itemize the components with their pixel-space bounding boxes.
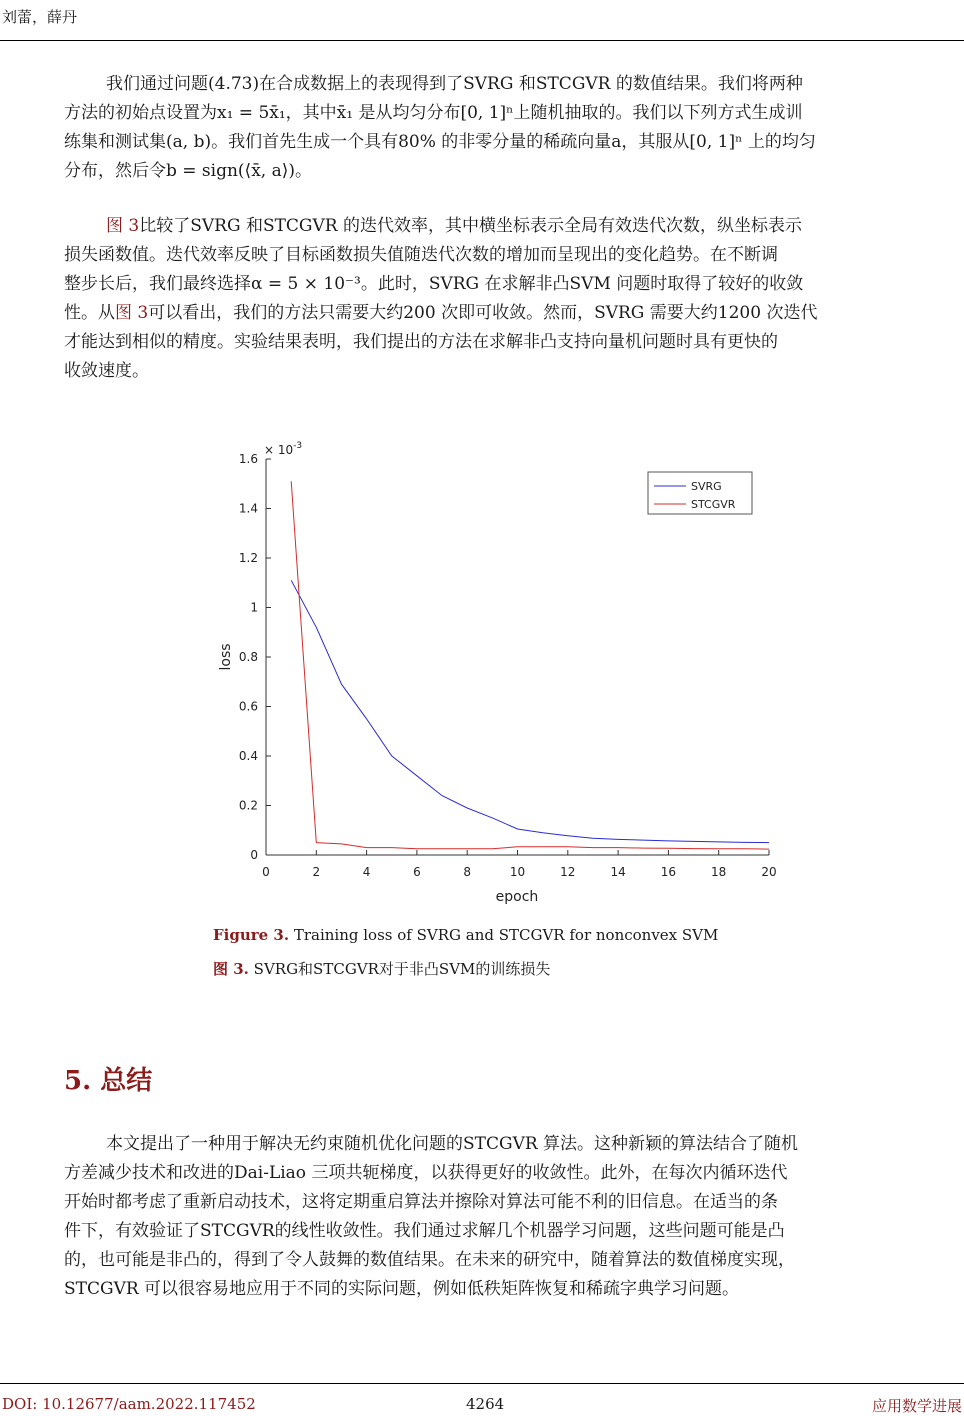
- y-tick-label: 0.4: [238, 749, 258, 763]
- paragraph-line: 分布，然后令b = sign(⟨x̄, a⟩)。: [64, 161, 312, 181]
- footer-page-number: 4264: [466, 1395, 505, 1413]
- x-tick-label: 20: [761, 865, 777, 879]
- figure-caption-text: Training loss of SVRG and STCGVR for nonconvex SVM: [293, 926, 719, 944]
- figure-caption-text: SVRG和STCGVR对于非凸SVM的训练损失: [253, 960, 551, 978]
- paragraph-line: 方法的初始点设置为x₁ = 5x̄₁，其中x̄₁ 是从均匀分布[0, 1]ⁿ上随机抽取的。我们以下列方式生成训: [64, 103, 803, 123]
- section-title: 总结: [100, 1066, 153, 1096]
- x-tick-label: 4: [362, 865, 371, 879]
- x-tick-label: 16: [660, 865, 677, 879]
- footer-journal-link[interactable]: 应用数学进展: [871, 1397, 962, 1415]
- x-tick-label: 14: [610, 865, 626, 879]
- x-tick-label: 10: [509, 865, 526, 879]
- paragraph-text: 可以看出，我们的方法只需要大约200 次即可收敛。然而，SVRG 需要大约1200 次迭代: [148, 303, 818, 323]
- y-tick-label: 0.6: [238, 699, 258, 714]
- loss-chart: [214, 440, 780, 906]
- x-tick-label: 0: [262, 865, 270, 879]
- x-tick-label: 18: [711, 865, 727, 879]
- paragraph-line: 损失函数值。迭代效率反映了目标函数损失值随迭代次数的增加而呈现出的变化趋势。在不断调: [64, 245, 778, 265]
- y-tick-label: 1.6: [238, 452, 258, 466]
- x-tick-label: 12: [560, 865, 576, 879]
- paragraph-line: 开始时都考虑了重新启动技术，这将定期重启算法并擦除对算法可能不利的旧信息。在适当的条: [64, 1192, 778, 1212]
- paragraph-line: 练集和测试集(a, b)。我们首先生成一个具有80% 的非零分量的稀疏向量a，其服从[0, 1]ⁿ 上的均匀: [64, 132, 816, 152]
- legend-label-svrg: SVRG: [691, 480, 722, 493]
- x-tick-label: 2: [312, 865, 321, 879]
- figure-reference-link[interactable]: 图 3: [115, 303, 149, 323]
- paragraph-text: 比较了SVRG 和STCGVR 的迭代效率，其中横坐标表示全局有效迭代次数，纵坐标表示: [139, 216, 802, 236]
- y-tick-label: 1: [250, 600, 258, 615]
- y-tick-label: 1.2: [238, 551, 258, 565]
- paragraph-2: [64, 212, 964, 386]
- figure-caption-en: [213, 926, 718, 944]
- paragraph-line: 才能达到相似的精度。实验结果表明，我们提出的方法在求解非凸支持向量机问题时具有更快的: [64, 332, 778, 352]
- figure-caption-label: 图 3.: [213, 960, 249, 978]
- y-tick-label: 0.8: [238, 650, 258, 664]
- paragraph-line: 方差减少技术和改进的Dai-Liao 三项共轭梯度，以获得更好的收敛性。此外，在每次内循环迭代: [64, 1163, 788, 1183]
- paragraph-1: [64, 70, 964, 186]
- paragraph-line: 本文提出了一种用于解决无约束随机优化问题的STCGVR 算法。这种新颖的算法结合了随机: [106, 1134, 799, 1154]
- paragraph-line: STCGVR 可以很容易地应用于不同的实际问题，例如低秩矩阵恢复和稀疏字典学习问题。: [64, 1279, 740, 1299]
- figure-3: [214, 440, 780, 906]
- figure-caption-label: Figure 3.: [213, 926, 290, 944]
- paragraph-line: 收敛速度。: [64, 361, 149, 381]
- paragraph-line: 的，也可能是非凸的，得到了令人鼓舞的数值结果。在未来的研究中，随着算法的数值梯度实现，: [64, 1250, 795, 1270]
- paragraph-line: 整步长后，我们最终选择α = 5 × 10⁻³。此时，SVRG 在求解非凸SVM 问题时取得了较好的收敛: [64, 274, 804, 294]
- y-scale-exponent: -3: [293, 441, 303, 451]
- x-tick-label: 8: [463, 865, 472, 879]
- header-authors: 刘蕾，薛丹: [2, 8, 78, 26]
- paragraph-line: [64, 212, 964, 241]
- legend-label-stcgvr: STCGVR: [691, 498, 736, 511]
- paragraph-line: [64, 299, 964, 328]
- paragraph-text: 性。从: [64, 303, 115, 323]
- footer-doi-link[interactable]: DOI: 10.12677/aam.2022.117452: [2, 1395, 256, 1413]
- figure-caption-zh: [213, 958, 550, 979]
- y-scale-label: × 10: [264, 443, 294, 457]
- page-footer: [0, 1383, 964, 1415]
- paragraph-line: 我们通过问题(4.73)在合成数据上的表现得到了SVRG 和STCGVR 的数值结果。我们将两种: [106, 74, 803, 94]
- page-header: [0, 0, 964, 41]
- paragraph-line: 件下，有效验证了STCGVR的线性收敛性。我们通过求解几个机器学习问题，这些问题可能是凸: [64, 1221, 785, 1241]
- section-number: 5.: [64, 1066, 92, 1096]
- x-tick-label: 6: [413, 865, 421, 879]
- figure-reference-link[interactable]: 图 3: [106, 216, 140, 236]
- x-axis-label: epoch: [495, 889, 539, 905]
- y-tick-label: 0: [250, 848, 258, 862]
- section-heading: [64, 1060, 152, 1097]
- y-tick-label: 1.4: [238, 501, 258, 516]
- conclusion-paragraph: [64, 1130, 964, 1304]
- y-axis-label: loss: [218, 643, 234, 671]
- chart-legend: [648, 472, 752, 514]
- y-tick-label: 0.2: [238, 798, 258, 813]
